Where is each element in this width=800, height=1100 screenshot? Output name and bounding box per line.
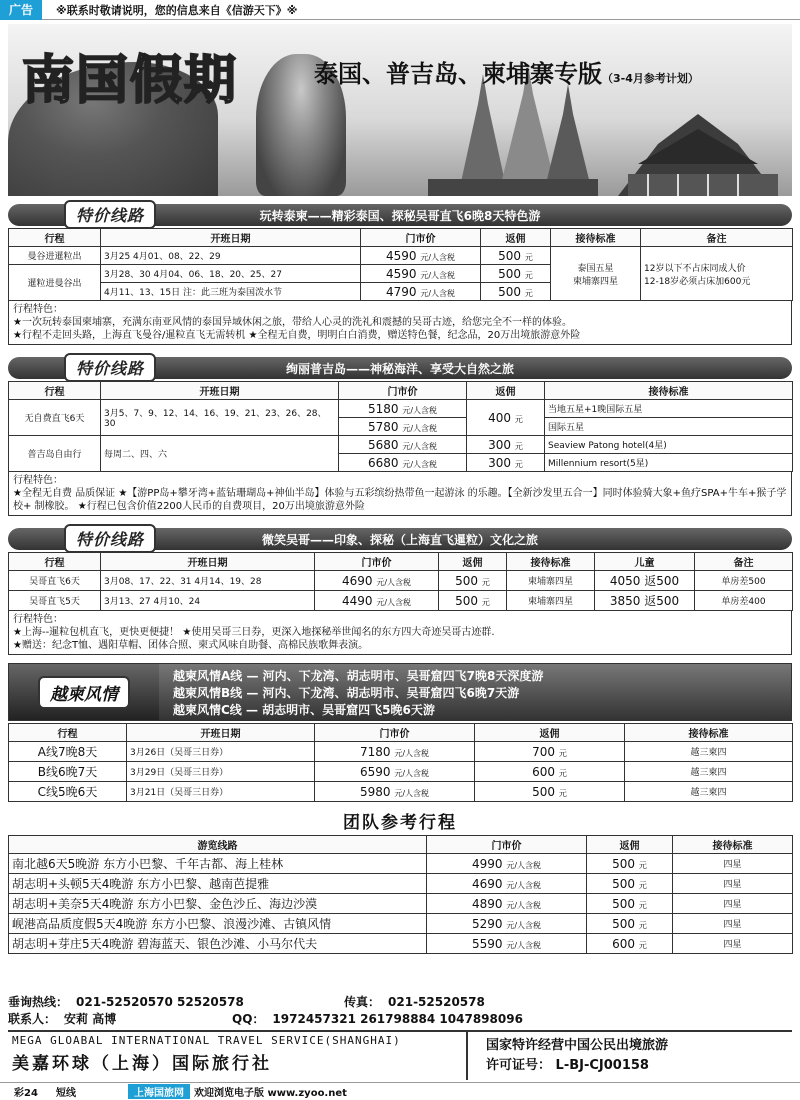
col-standard: 接待标准 [551, 229, 641, 247]
subtitle-text: 泰国、普吉岛、柬埔寨专版 [314, 60, 602, 88]
rebate-value: 300 [488, 437, 512, 452]
rebate-cell [439, 591, 507, 611]
contact-label: 联系人： [8, 1012, 57, 1026]
rebate-value: 300 [488, 455, 512, 470]
col-dates: 开班日期 [127, 724, 315, 742]
remark-line: 12-18岁必须占床加600元 [644, 276, 751, 287]
site-badge: 上海国旅网 [128, 1084, 190, 1099]
price-cell [315, 591, 439, 611]
price-cell [339, 436, 467, 454]
route-cell: 胡志明+美奈5天4晚游 东方小巴黎、金色沙丘、海边沙漠 [9, 894, 427, 914]
standard-cell: 柬埔寨四星 [507, 591, 595, 611]
license-number: L-BJ-CJ00158 [555, 1058, 649, 1073]
palace-illustration [598, 104, 792, 196]
company-name-en: MEGA GLOABAL INTERNATIONAL TRAVEL SERVICE(SHANGHAI) [12, 1034, 401, 1047]
standard-cell: 当地五星+1晚国际五星 [545, 400, 793, 418]
col-price: 门市价 [361, 229, 481, 247]
price-cell [427, 914, 587, 934]
table-row [9, 591, 793, 611]
rebate-unit: 元 [638, 920, 647, 930]
section1-table [8, 228, 793, 301]
rebate-cell [587, 934, 673, 954]
dates-cell: 3月28、30 4月04、06、18、20、25、27 [101, 265, 361, 283]
price-unit: 元/人含税 [376, 597, 412, 607]
price-value: 7180 [359, 744, 391, 759]
col-standard: 接待标准 [545, 382, 793, 400]
col-rebate: 返佣 [587, 836, 673, 854]
child-rebate: 返500 [644, 574, 680, 588]
price-value: 4790 [385, 284, 417, 299]
price-unit: 元/人含税 [420, 288, 456, 298]
rebate-cell [587, 914, 673, 934]
rebate-unit: 元 [638, 940, 647, 950]
route-cell: 胡志明+头顿5天4晚游 东方小巴黎、越南芭提雅 [9, 874, 427, 894]
price-value: 4890 [471, 896, 503, 911]
table-row [9, 762, 793, 782]
rebate-value: 500 [532, 784, 556, 799]
standard-cell [551, 247, 641, 301]
price-unit: 元/人含税 [420, 252, 456, 262]
child-cell [595, 591, 695, 611]
rebate-cell [481, 265, 551, 283]
price-value: 4490 [341, 593, 373, 608]
vietnam-cambodia-badge: 越柬风情 [38, 676, 130, 709]
col-route: 行程 [9, 382, 101, 400]
route-cell: 岘港高品质度假5天4晚游 东方小巴黎、浪漫沙滩、古镇风情 [9, 914, 427, 934]
rebate-unit: 元 [558, 768, 567, 778]
price-unit: 元/人含税 [506, 900, 542, 910]
rebate-value: 500 [612, 916, 636, 931]
table-header-row [9, 382, 793, 400]
rebate-value: 500 [455, 573, 479, 588]
rebate-unit: 元 [481, 577, 490, 587]
special-route-badge: 特价线路 [64, 200, 156, 229]
col-dates: 开班日期 [101, 553, 315, 571]
table-row [9, 934, 793, 954]
subtitle-note: （3-4月参考计划） [602, 72, 699, 85]
remark-line: 12岁以下不占床同成人价 [644, 263, 746, 274]
section2-table [8, 381, 793, 472]
rebate-unit: 元 [524, 288, 533, 298]
price-value: 4590 [385, 266, 417, 281]
child-price: 3850 [609, 594, 641, 608]
price-cell [427, 894, 587, 914]
table-row [9, 400, 793, 418]
rebate-value: 600 [532, 764, 556, 779]
standard-cell: Seaview Patong hotel(4星) [545, 436, 793, 454]
price-value: 4990 [471, 856, 503, 871]
price-value: 6680 [367, 455, 399, 470]
remark-cell: 单房差500 [695, 571, 793, 591]
line-title: 越柬风情B线 — 河内、下龙湾、胡志明市、吴哥窟四飞6晚7天游 [173, 686, 520, 700]
route-cell: 无自费直飞6天 [9, 400, 101, 436]
table-row [9, 436, 793, 454]
standard-cell: Millennium resort(5星) [545, 454, 793, 472]
col-remark: 备注 [695, 553, 793, 571]
remark-cell [641, 247, 793, 301]
section3-title: 微笑吴哥——印象、探秘（上海直飞暹粒）文化之旅 [261, 532, 538, 547]
price-unit: 元/人含税 [506, 940, 542, 950]
section-label: 短线 [56, 1088, 76, 1099]
standard-line: 泰国五星 [577, 263, 614, 274]
route-cell: 吴哥直飞5天 [9, 591, 101, 611]
rebate-cell [475, 762, 625, 782]
col-dates: 开班日期 [101, 382, 339, 400]
col-rebate: 返佣 [475, 724, 625, 742]
price-unit: 元/人含税 [394, 768, 430, 778]
dates-cell: 3月25 4月01、08、22、29 [101, 247, 361, 265]
hero-banner [8, 24, 792, 196]
col-standard: 接待标准 [673, 836, 793, 854]
price-value: 6590 [359, 764, 391, 779]
col-rebate: 返佣 [481, 229, 551, 247]
table-header-row [9, 836, 793, 854]
price-value: 5680 [367, 437, 399, 452]
col-rebate: 返佣 [467, 382, 545, 400]
col-standard: 接待标准 [507, 553, 595, 571]
price-unit: 元/人含税 [402, 441, 438, 451]
price-cell [315, 742, 475, 762]
rebate-cell [587, 874, 673, 894]
price-value: 4690 [341, 573, 373, 588]
table-row [9, 247, 793, 265]
hotline-line [8, 994, 792, 1011]
notes-line: ★一次玩转泰国柬埔寨，充满东南亚风情的泰国异域休闲之旅，带给人心灵的洗礼和震撼的吴哥古迹，给您完全不一样的体验。 [13, 317, 572, 328]
section4-badge-area [9, 664, 159, 720]
child-price: 4050 [609, 574, 641, 588]
license-label: 许可证号： [486, 1058, 552, 1073]
route-cell: B线6晚7天 [9, 762, 127, 782]
price-cell [427, 854, 587, 874]
price-unit: 元/人含税 [402, 459, 438, 469]
bottom-bar [0, 1082, 800, 1100]
rebate-value: 500 [498, 266, 522, 281]
dates-cell: 3月5、7、9、12、14、16、19、21、23、26、28、30 [101, 400, 339, 436]
section3-banner [8, 528, 792, 550]
dates-cell: 3月26日（吴哥三日券） [127, 742, 315, 762]
special-route-badge: 特价线路 [64, 524, 156, 553]
qq-label: QQ： [232, 1012, 265, 1026]
dates-cell: 3月21日（吴哥三日券） [127, 782, 315, 802]
price-unit: 元/人含税 [394, 748, 430, 758]
section3-table [8, 552, 793, 611]
dates-cell: 3月08、17、22、31 4月14、19、28 [101, 571, 315, 591]
notes-line: 行程特色： [13, 475, 63, 486]
rebate-unit: 元 [558, 788, 567, 798]
price-value: 5590 [471, 936, 503, 951]
section2-notes [8, 472, 792, 516]
standard-cell: 国际五星 [545, 418, 793, 436]
license-block [468, 1032, 792, 1080]
price-value: 4690 [471, 876, 503, 891]
col-price: 门市价 [339, 382, 467, 400]
line-title: 越柬风情C线 — 胡志明市、吴哥窟四飞5晚6天游 [173, 703, 435, 717]
rebate-unit: 元 [638, 860, 647, 870]
rebate-value: 500 [498, 248, 522, 263]
section1-banner [8, 204, 792, 226]
standard-cell: 柬埔寨四星 [507, 571, 595, 591]
price-value: 5980 [359, 784, 391, 799]
rebate-value: 500 [498, 284, 522, 299]
price-cell [427, 934, 587, 954]
col-dates: 开班日期 [101, 229, 361, 247]
fax-label: 传真： [344, 995, 381, 1009]
child-cell [595, 571, 695, 591]
price-unit: 元/人含税 [506, 860, 542, 870]
standard-line: 柬埔寨四星 [572, 276, 618, 287]
rebate-cell [475, 782, 625, 802]
notes-line: 行程特色： [13, 614, 63, 625]
rebate-cell [481, 283, 551, 301]
route-cell: C线5晚6天 [9, 782, 127, 802]
rebate-unit: 元 [638, 880, 647, 890]
rebate-cell [467, 400, 545, 436]
dates-cell: 3月29日（吴哥三日券） [127, 762, 315, 782]
table-row [9, 874, 793, 894]
table-row [9, 894, 793, 914]
brand-title: 南国假期 [22, 51, 239, 111]
col-route: 行程 [9, 724, 127, 742]
price-cell [361, 265, 481, 283]
fax-number: 021-52520578 [388, 995, 485, 1009]
company-name [8, 1032, 468, 1080]
price-unit: 元/人含税 [506, 920, 542, 930]
rebate-unit: 元 [514, 459, 523, 469]
hotline-label: 垂询热线： [8, 995, 69, 1009]
col-standard: 接待标准 [625, 724, 793, 742]
remark-cell: 单房差400 [695, 591, 793, 611]
brand-subtitle [314, 54, 699, 89]
standard-cell: 四星 [673, 934, 793, 954]
company-block [8, 1030, 792, 1080]
section3-notes [8, 611, 792, 655]
standard-cell: 越三柬四 [625, 742, 793, 762]
route-cell: A线7晚8天 [9, 742, 127, 762]
rebate-value: 700 [532, 744, 556, 759]
rebate-cell [475, 742, 625, 762]
dates-cell: 3月13、27 4月10、24 [101, 591, 315, 611]
col-route: 游览线路 [9, 836, 427, 854]
table-header-row [9, 724, 793, 742]
price-cell [315, 762, 475, 782]
section4-header [8, 663, 792, 721]
section1-title: 玩转泰柬——精彩泰国、探秘吴哥直飞6晚8天特色游 [259, 208, 541, 223]
col-price: 门市价 [427, 836, 587, 854]
table-row [9, 742, 793, 762]
rebate-cell [587, 894, 673, 914]
route-cell: 暹粒进曼谷出 [9, 265, 101, 301]
table-header-row [9, 229, 793, 247]
section2-title: 绚丽普吉岛——神秘海洋、享受大自然之旅 [285, 361, 514, 376]
price-cell [339, 418, 467, 436]
col-price: 门市价 [315, 553, 439, 571]
rebate-cell [481, 247, 551, 265]
section1-notes [8, 301, 792, 345]
section2-banner [8, 357, 792, 379]
col-route: 行程 [9, 553, 101, 571]
table-row [9, 571, 793, 591]
price-unit: 元/人含税 [402, 405, 438, 415]
contact-footer [8, 994, 792, 1080]
price-unit: 元/人含税 [402, 423, 438, 433]
company-name-cn: 美嘉环球（上海）国际旅行社 [12, 1054, 272, 1074]
standard-cell: 四星 [673, 914, 793, 934]
ad-tag: 广告 [0, 0, 42, 20]
table-row [9, 782, 793, 802]
standard-cell: 越三柬四 [625, 782, 793, 802]
rebate-unit: 元 [558, 748, 567, 758]
price-cell [361, 247, 481, 265]
route-cell: 胡志明+芽庄5天4晚游 碧海蓝天、银色沙滩、小马尔代夫 [9, 934, 427, 954]
price-cell [361, 283, 481, 301]
price-value: 4590 [385, 248, 417, 263]
standard-cell: 四星 [673, 854, 793, 874]
special-route-badge: 特价线路 [64, 353, 156, 382]
rebate-cell [587, 854, 673, 874]
price-unit: 元/人含税 [376, 577, 412, 587]
dates-cell: 每周二、四、六 [101, 436, 339, 472]
price-cell [315, 571, 439, 591]
rebate-unit: 元 [524, 270, 533, 280]
notes-line: ★行程不走回头路，上海直飞曼谷/暹粒直飞无需转机 ★全程无自费，明明白白消费，赠送特色餐，纪念品，20万出境旅游意外险 [13, 330, 581, 341]
standard-cell: 四星 [673, 894, 793, 914]
standard-cell: 四星 [673, 874, 793, 894]
group-tour-title: 团队参考行程 [343, 813, 457, 833]
notes-line: ★赠送：纪念T恤、遇阳草帽、团体合照、柬式风味自助餐、高棉民族歌舞表演。 [13, 640, 369, 651]
col-rebate: 返佣 [439, 553, 507, 571]
price-unit: 元/人含税 [420, 270, 456, 280]
top-bar [0, 0, 800, 20]
rebate-value: 500 [612, 896, 636, 911]
price-value: 5290 [471, 916, 503, 931]
qq-numbers: 1972457321 261798884 1047898096 [272, 1012, 523, 1026]
route-cell: 吴哥直飞6天 [9, 571, 101, 591]
line-title: 越柬风情A线 — 河内、下龙湾、胡志明市、吴哥窟四飞7晚8天深度游 [173, 669, 544, 683]
section5-table [8, 835, 793, 954]
rebate-value: 500 [455, 593, 479, 608]
rebate-cell [439, 571, 507, 591]
rebate-value: 500 [612, 876, 636, 891]
rebate-unit: 元 [638, 900, 647, 910]
notes-line: ★全程无自费 品质保证 ★【游PP岛+攀牙湾+蓝钻珊瑚岛+神仙半岛】体验与五彩缤纷热带鱼一起游泳 的乐趣。【全新沙发里五合一】同时体验骑大象+鱼疗SPA+牛车+猴子学校+ 制橡胶。 ★行程已包含价值2200人民币的自费项目，20万出境旅游意外险 [13, 488, 787, 512]
rebate-value: 500 [612, 856, 636, 871]
price-cell [339, 400, 467, 418]
contact-line [8, 1011, 792, 1028]
page-number: 彩24 [14, 1088, 38, 1099]
license-line [486, 1056, 774, 1076]
contact-names: 安莉 高博 [64, 1012, 117, 1026]
price-value: 5180 [367, 401, 399, 416]
price-unit: 元/人含税 [394, 788, 430, 798]
dates-cell: 4月11、13、15日 注：此三班为泰国泼水节 [101, 283, 361, 301]
price-cell [315, 782, 475, 802]
notes-line: 行程特色： [13, 304, 63, 315]
col-price: 门市价 [315, 724, 475, 742]
price-cell [339, 454, 467, 472]
price-value: 5780 [367, 419, 399, 434]
source-notice: ※联系时敬请说明，您的信息来自《信游天下》※ [56, 3, 298, 17]
route-cell: 曼谷进暹粒出 [9, 247, 101, 265]
price-cell [427, 874, 587, 894]
standard-cell: 越三柬四 [625, 762, 793, 782]
route-cell: 普吉岛自由行 [9, 436, 101, 472]
license-title: 国家特许经营中国公民出境旅游 [486, 1038, 669, 1053]
rebate-unit: 元 [514, 441, 523, 451]
section4-table [8, 723, 793, 802]
section4-lines [159, 664, 791, 720]
route-cell: 南北越6天5晚游 东方小巴黎、千年古都、海上桂林 [9, 854, 427, 874]
rebate-cell [467, 436, 545, 454]
rebate-unit: 元 [481, 597, 490, 607]
col-child: 儿童 [595, 553, 695, 571]
col-route: 行程 [9, 229, 101, 247]
rebate-value: 400 [488, 410, 512, 425]
table-row [9, 854, 793, 874]
rebate-cell [467, 454, 545, 472]
price-unit: 元/人含税 [506, 880, 542, 890]
child-rebate: 返500 [644, 594, 680, 608]
hotline-number: 021-52520570 52520578 [76, 995, 244, 1009]
rebate-unit: 元 [524, 252, 533, 262]
rebate-value: 600 [612, 936, 636, 951]
col-remark: 备注 [641, 229, 793, 247]
table-header-row [9, 553, 793, 571]
welcome-link[interactable]: 欢迎浏览电子版 www.zyoo.net [194, 1088, 347, 1099]
table-row [9, 914, 793, 934]
rebate-unit: 元 [514, 414, 523, 424]
notes-line: ★上海--暹粒包机直飞，更快更便捷！ ★使用吴哥三日券，更深入地探秘举世闻名的东方四大奇迹吴哥古迹群. [13, 627, 495, 638]
